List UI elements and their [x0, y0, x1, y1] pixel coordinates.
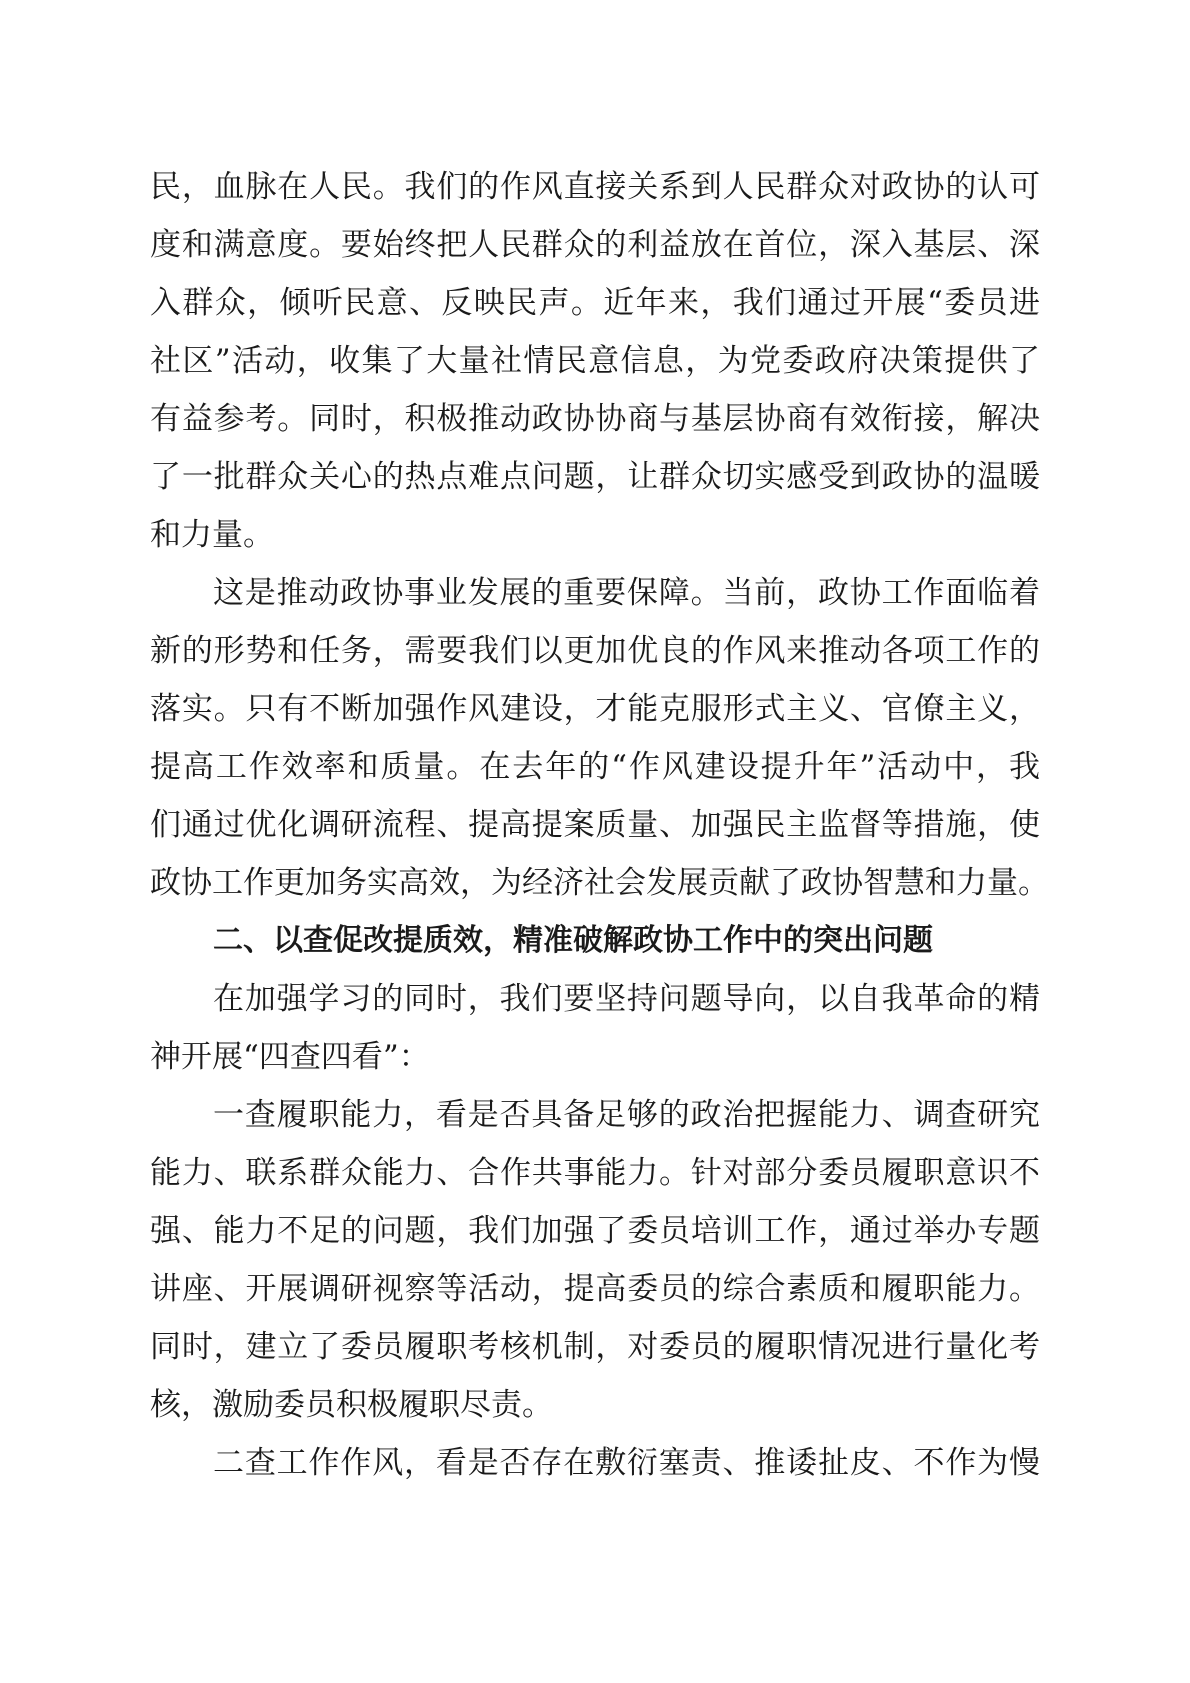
paragraph-line: 落实。只有不断加强作风建设，才能克服形式主义、官僚主义， [150, 691, 1040, 727]
paragraph-line: 同时，建立了委员履职考核机制，对委员的履职情况进行量化考 [150, 1329, 1040, 1365]
paragraph-line: 提高工作效率和质量。在去年的“作风建设提升年”活动中，我 [150, 749, 1040, 785]
paragraph-line: 有益参考。同时，积极推动政协协商与基层协商有效衔接，解决 [150, 401, 1040, 437]
paragraph-line: 民，血脉在人民。我们的作风直接关系到人民群众对政协的认可 [150, 169, 1040, 205]
paragraph-line: 新的形势和任务，需要我们以更加优良的作风来推动各项工作的 [150, 633, 1040, 669]
section-heading: 二、以查促改提质效，精准破解政协工作中的突出问题 [213, 923, 933, 958]
paragraph-line: 核，激励委员积极履职尽责。 [150, 1387, 553, 1423]
paragraph-line: 这是推动政协事业发展的重要保障。当前，政协工作面临着 [213, 575, 1040, 611]
paragraph-line: 们通过优化调研流程、提高提案质量、加强民主监督等措施，使 [150, 807, 1040, 843]
paragraph-line: 在加强学习的同时，我们要坚持问题导向，以自我革命的精 [213, 981, 1040, 1017]
paragraph-line: 二查工作作风，看是否存在敷衍塞责、推诿扯皮、不作为慢 [213, 1445, 1040, 1481]
paragraph-line: 能力、联系群众能力、合作共事能力。针对部分委员履职意识不 [150, 1155, 1040, 1191]
paragraph-line: 度和满意度。要始终把人民群众的利益放在首位，深入基层、深 [150, 227, 1040, 263]
paragraph-line: 政协工作更加务实高效，为经济社会发展贡献了政协智慧和力量。 [150, 865, 1049, 901]
paragraph-line: 和力量。 [150, 517, 274, 553]
paragraph-line: 讲座、开展调研视察等活动，提高委员的综合素质和履职能力。 [150, 1271, 1040, 1307]
paragraph-line: 社区”活动，收集了大量社情民意信息，为党委政府决策提供了 [150, 343, 1040, 379]
paragraph-line: 入群众，倾听民意、反映民声。近年来，我们通过开展“委员进 [150, 285, 1040, 321]
paragraph-line: 强、能力不足的问题，我们加强了委员培训工作，通过举办专题 [150, 1213, 1040, 1249]
paragraph-line: 一查履职能力，看是否具备足够的政治把握能力、调查研究 [213, 1097, 1040, 1133]
paragraph-line: 了一批群众关心的热点难点问题，让群众切实感受到政协的温暖 [150, 459, 1040, 495]
paragraph-line: 神开展“四查四看”： [150, 1039, 430, 1075]
